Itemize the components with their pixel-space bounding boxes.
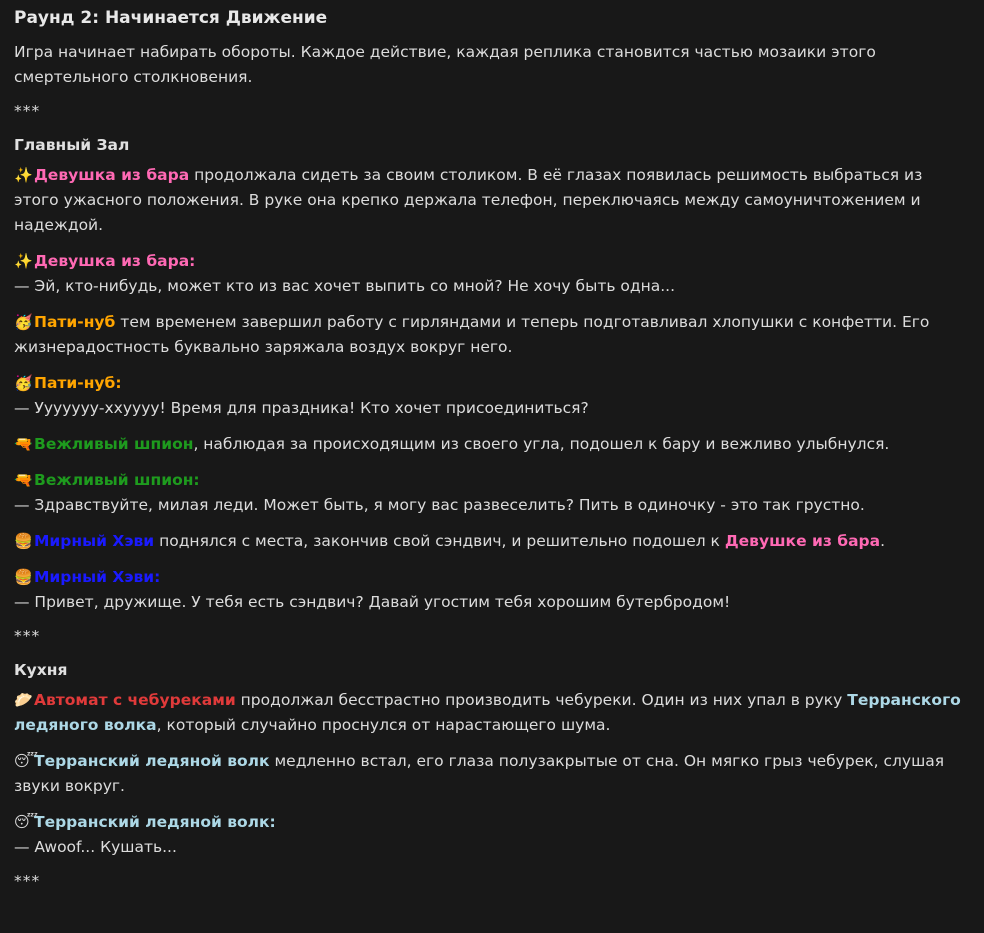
section-heading-hall: Главный Зал — [14, 136, 130, 154]
narration-text: тем временем завершил работу с гирляндами и теперь подготавливал хлопушки с конфетти. Его жизнерадостность буквально заряжала воздух вокруг него. — [14, 313, 930, 356]
separator: *** — [14, 102, 41, 120]
speaker-name-party: Пати-нуб: — [34, 374, 122, 392]
water-pistol-icon: 🔫 — [14, 471, 33, 489]
section-heading-kitchen: Кухня — [14, 661, 68, 679]
narration-text: продолжала сидеть за своим столиком. В её глазах появилась решимость выбраться из этого ужасного положения. В руке она крепко держала телефон, переключаясь между самоуничтожением и надеждой. — [14, 166, 923, 234]
party-face-icon: 🥳 — [14, 374, 33, 392]
speaker-name-wolf: Терранский ледяной волк: — [34, 813, 276, 831]
narration-text: медленно встал, его глаза полузакрытые от сна. Он мягко грыз чебурек, слушая звуки вокруг. — [14, 752, 945, 795]
narration-text: , наблюдая за происходящим из своего угла, подошел к бару и вежливо улыбнулся. — [193, 435, 890, 453]
sparkles-icon: ✨ — [14, 252, 33, 270]
water-pistol-icon: 🔫 — [14, 435, 33, 453]
dialogue-line: — Awoof... Кушать... — [14, 838, 177, 856]
dialogue-girl — [14, 249, 970, 299]
character-name-machine: Автомат с чебуреками — [34, 691, 236, 709]
separator: *** — [14, 872, 41, 890]
sleeping-face-icon: 😴 — [14, 752, 39, 770]
narration-machine — [14, 688, 970, 738]
character-name-spy: Вежливый шпион — [34, 435, 194, 453]
dialogue-heavy — [14, 565, 970, 615]
character-name-heavy: Мирный Хэви — [34, 532, 155, 550]
dumpling-icon: 🥟 — [14, 691, 33, 709]
character-name-girl-target: Девушке из бара — [724, 532, 881, 550]
character-name-wolf-target: Терранского ледяного волка — [14, 691, 961, 734]
round-title: Раунд 2: Начинается Движение — [14, 8, 328, 28]
narration-end: . — [880, 532, 886, 550]
burger-icon: 🍔 — [14, 532, 33, 550]
separator: *** — [14, 627, 41, 645]
dialogue-line: — Привет, дружище. У тебя есть сэндвич? Давай угостим тебя хорошим бутербродом! — [14, 593, 731, 611]
sparkles-icon: ✨ — [14, 166, 33, 184]
speaker-name-heavy: Мирный Хэви: — [34, 568, 161, 586]
narration-wolf — [14, 749, 970, 799]
dialogue-line: — Эй, кто-нибудь, может кто из вас хочет выпить со мной? Не хочу быть одна... — [14, 277, 676, 295]
character-name-party: Пати-нуб — [34, 313, 116, 331]
narration-text: продолжал бесстрастно производить чебуреки. Один из них упал в руку — [235, 691, 848, 709]
narration-girl — [14, 163, 970, 238]
dialogue-line: — Здравствуйте, милая леди. Может быть, я могу вас развеселить? Пить в одиночку - это так грустно. — [14, 496, 865, 514]
character-name-wolf: Терранский ледяной волк — [34, 752, 270, 770]
dialogue-spy — [14, 468, 970, 518]
narration-text: поднялся с места, закончив свой сэндвич, и решительно подошел к — [154, 532, 725, 550]
narration-end: , который случайно проснулся от нарастающего шума. — [156, 716, 611, 734]
speaker-name-spy: Вежливый шпион: — [34, 471, 200, 489]
burger-icon: 🍔 — [14, 568, 33, 586]
dialogue-wolf — [14, 810, 970, 860]
dialogue-line: — Ууууууу-ххуууу! Время для праздника! Кто хочет присоединиться? — [14, 399, 589, 417]
narration-heavy — [14, 529, 970, 554]
intro-text: Игра начинает набирать обороты. Каждое действие, каждая реплика становится частью мозаики этого смертельного столкновения. — [14, 43, 876, 86]
sleeping-face-icon: 😴 — [14, 813, 39, 831]
character-name-girl: Девушка из бара — [34, 166, 190, 184]
party-face-icon: 🥳 — [14, 313, 33, 331]
speaker-name-girl: Девушка из бара: — [34, 252, 196, 270]
dialogue-party — [14, 371, 970, 421]
narration-spy — [14, 432, 970, 457]
narration-party — [14, 310, 970, 360]
